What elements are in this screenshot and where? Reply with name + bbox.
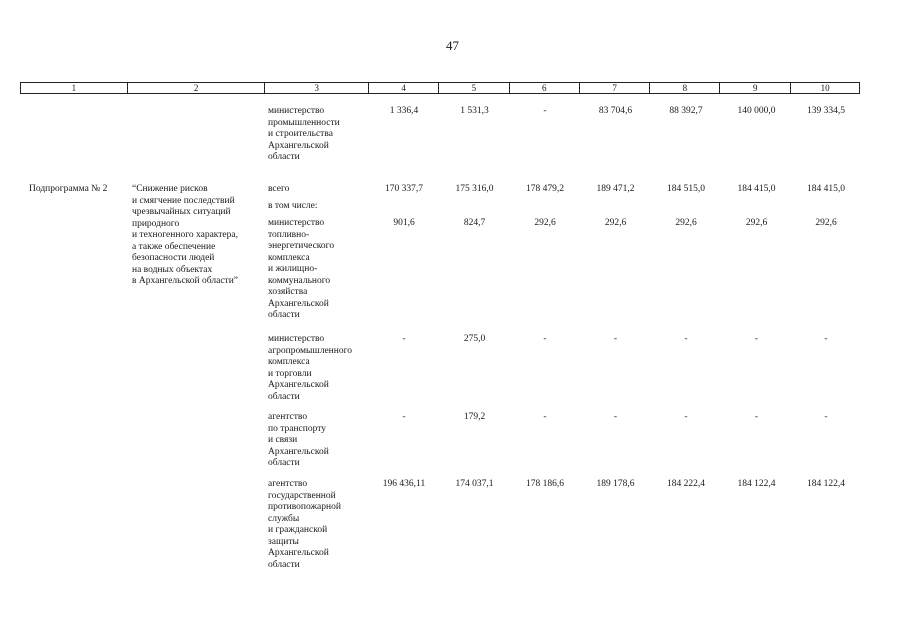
value-cell: 824,7 bbox=[463, 218, 486, 228]
value-cell: - bbox=[402, 334, 406, 344]
value-cell: 189 178,6 bbox=[596, 479, 635, 489]
value-cell: - bbox=[543, 412, 547, 422]
executor-cell: министерство топливно- энергетического комплекса и жилищно- коммунального хозяйства Архангельской области bbox=[268, 218, 335, 320]
executor-cell: министерство агропромышленного комплекса и торговли Архангельской области bbox=[268, 334, 353, 402]
value-cell: - bbox=[754, 412, 759, 422]
executor-cell: всего bbox=[268, 184, 290, 194]
value-cell: 184 222,4 bbox=[667, 479, 705, 489]
value-cell: 184 122,4 bbox=[807, 479, 845, 489]
value-cell: - bbox=[824, 334, 828, 344]
column-header-10: 10 bbox=[820, 83, 830, 93]
column-header-5: 5 bbox=[439, 83, 510, 93]
value-cell: 83 704,6 bbox=[598, 106, 633, 116]
value-cell: 175 316,0 bbox=[455, 184, 494, 194]
value-cell: - bbox=[684, 334, 688, 344]
value-cell: - bbox=[543, 106, 547, 116]
executor-cell: агентство по транспорту и связи Архангельской области bbox=[268, 412, 329, 468]
value-cell: 184 515,0 bbox=[667, 184, 705, 194]
value-cell: 88 392,7 bbox=[669, 106, 703, 116]
executor-cell: агентство государственной противопожарной службы и гражданской защиты Архангельской области bbox=[268, 479, 341, 570]
column-header-8: 8 bbox=[650, 83, 720, 93]
value-cell: - bbox=[824, 412, 828, 422]
value-cell: - bbox=[613, 412, 618, 422]
column-header-2: 2 bbox=[128, 83, 266, 93]
value-cell: 292,6 bbox=[534, 218, 556, 228]
value-cell: - bbox=[684, 412, 688, 422]
table-header-row bbox=[20, 82, 860, 94]
executor-cell: министерство промышленности и строительства Архангельской области bbox=[268, 106, 340, 162]
value-cell: 1 531,3 bbox=[460, 106, 489, 116]
column-header-9: 9 bbox=[720, 83, 791, 93]
value-cell: 189 471,2 bbox=[596, 184, 635, 194]
value-cell: 196 436,11 bbox=[382, 479, 426, 489]
column-header-6: 6 bbox=[510, 83, 580, 93]
column-header-7: 7 bbox=[580, 83, 651, 93]
value-cell: 139 334,5 bbox=[807, 106, 845, 116]
column-header-1: 1 bbox=[21, 83, 128, 93]
value-cell: 140 000,0 bbox=[737, 106, 776, 116]
value-cell: 292,6 bbox=[675, 218, 697, 228]
executor-cell: в том числе: bbox=[268, 201, 318, 211]
value-cell: 292,6 bbox=[745, 218, 768, 228]
value-cell: 184 415,0 bbox=[737, 184, 776, 194]
value-cell: - bbox=[754, 334, 759, 344]
value-cell: 184 122,4 bbox=[737, 479, 776, 489]
value-cell: - bbox=[402, 412, 406, 422]
value-cell: 184 415,0 bbox=[807, 184, 845, 194]
value-cell: 901,6 bbox=[393, 218, 415, 228]
value-cell: 179,2 bbox=[463, 412, 486, 422]
value-cell: - bbox=[543, 334, 547, 344]
value-cell: 170 337,7 bbox=[385, 184, 423, 194]
value-cell: 178 186,6 bbox=[526, 479, 564, 489]
subprogram-label: Подпрограмма № 2 bbox=[29, 184, 108, 194]
value-cell: - bbox=[613, 334, 618, 344]
value-cell: 292,6 bbox=[815, 218, 837, 228]
value-cell: 178 479,2 bbox=[526, 184, 564, 194]
column-header-3: 3 bbox=[265, 83, 369, 93]
column-header-4: 4 bbox=[369, 83, 439, 93]
value-cell: 275,0 bbox=[463, 334, 486, 344]
page-number: 47 bbox=[446, 38, 459, 53]
value-cell: 292,6 bbox=[604, 218, 627, 228]
subprogram-title: “Снижение рисков и смягчение последствий чрезвычайных ситуаций природного и техногенного характера, а также обеспечение безопасности людей на водных объектах в Архангельской области” bbox=[132, 184, 238, 286]
value-cell: 174 037,1 bbox=[455, 479, 494, 489]
value-cell: 1 336,4 bbox=[389, 106, 419, 116]
